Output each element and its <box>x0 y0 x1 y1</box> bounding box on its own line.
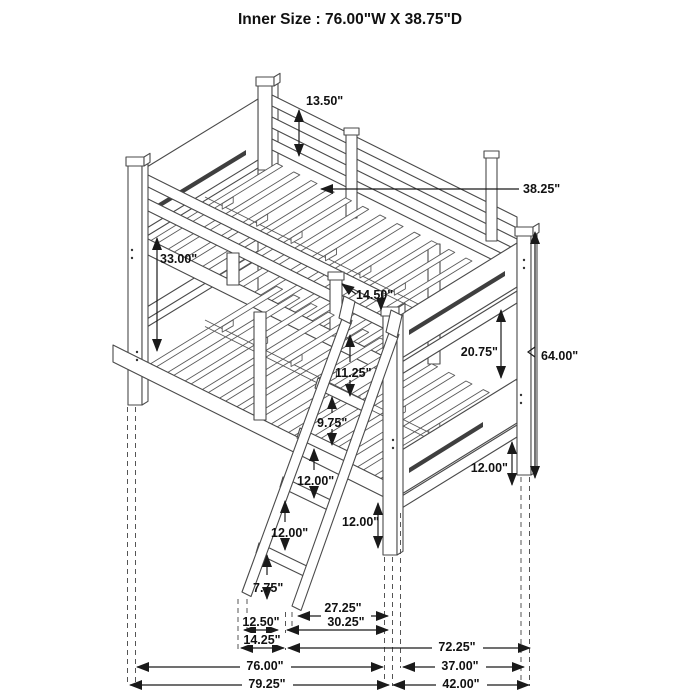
dim-label-11-25: 11.25" <box>335 366 372 380</box>
dim-label-33-00: 33.00" <box>160 252 198 266</box>
dim-76-00 <box>137 659 383 673</box>
dim-72-25 <box>288 640 530 654</box>
dim-label-14-25: 14.25" <box>243 633 281 647</box>
dim-label-12-00-ladder-upper: 12.00" <box>297 474 335 488</box>
dim-12-00-post <box>342 503 379 548</box>
dim-label-72-25: 72.25" <box>438 640 476 654</box>
dim-label-64-00: 64.00" <box>541 349 579 363</box>
dim-label-37-00: 37.00" <box>441 659 479 673</box>
bed-drawing <box>113 73 539 610</box>
dim-label-38-25: 38.25" <box>523 182 561 196</box>
dim-label-27-25: 27.25" <box>324 601 362 615</box>
dim-label-12-00-footboard: 12.00" <box>470 461 508 475</box>
dim-42-00 <box>393 677 529 691</box>
dim-label-30-25: 30.25" <box>327 615 365 629</box>
dim-label-13-50: 13.50" <box>306 94 344 108</box>
dim-label-12-50: 12.50" <box>242 615 280 629</box>
dim-14-25 <box>239 633 286 648</box>
dim-label-20-75: 20.75" <box>460 345 498 359</box>
dim-79-25 <box>130 677 389 691</box>
dim-label-7-75: 7.75" <box>253 581 284 595</box>
dim-label-79-25: 79.25" <box>248 677 286 691</box>
page-title: Inner Size : 76.00"W X 38.75"D <box>237 11 463 28</box>
dim-37-00 <box>403 659 524 673</box>
dim-27-25 <box>298 601 388 616</box>
dim-label-9-75: 9.75" <box>317 416 348 430</box>
dim-label-12-00-ladder-lower: 12.00" <box>271 526 309 540</box>
dim-64-00 <box>528 232 578 478</box>
dim-label-14-50: 14.50" <box>356 288 394 302</box>
dim-label-42-00: 42.00" <box>442 677 480 691</box>
dim-30-25 <box>287 615 388 630</box>
dim-12-50 <box>239 615 284 630</box>
dim-label-12-00-post: 12.00" <box>342 515 380 529</box>
dim-label-76-00: 76.00" <box>246 659 284 673</box>
